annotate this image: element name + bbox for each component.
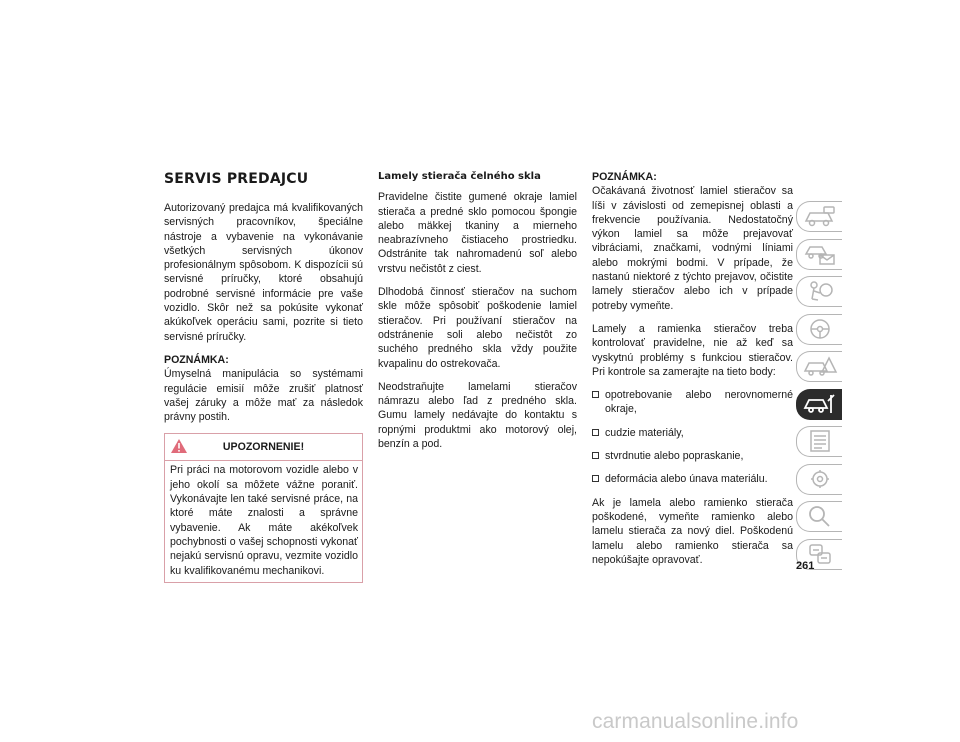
chapter-tab-multimedia[interactable] <box>796 464 842 495</box>
paragraph: Lamely a ramienka stieračov treba kontrolovať pravidelne, nie až keď sa vyskytnú problémy s funkciou stieračov. Pri kontrole sa zamerajte na tieto body: <box>592 322 793 378</box>
checklist <box>592 388 793 486</box>
paragraph: Neodstraňujte lamelami stieračov námrazu alebo ľad z predného skla. Gumu lamely nedávajte do kontaktu s ropnými produktmi ako motorový olej, benzín a pod. <box>378 380 577 451</box>
page-number: 261 <box>796 560 815 572</box>
list-item-text: cudzie materiály, <box>605 426 684 439</box>
magnifier-icon <box>802 504 838 528</box>
list-item <box>592 426 793 440</box>
paragraph: Pravidelne čistite gumené okraje lamiel stierača a predné sklo pomocou špongie alebo mäkkej tkaniny a mierneho neabrazívneho čistiaceho prostriedku. Odstránite tak nahromadenú soľ alebo vrstvu nečistôt z ciest. <box>378 191 577 275</box>
list-item <box>592 449 793 463</box>
note-block <box>592 170 793 313</box>
section-title: SERVIS PREDAJCU <box>164 171 309 187</box>
airbag-icon <box>802 279 838 303</box>
warning-triangle-icon <box>170 438 188 454</box>
paragraph: Dlhodobá činnosť stieračov na suchom skle môže spôsobiť poškodenie lamiel stieračov. Pri používaní stieračov na odstránenie soli alebo nečistôt zo suchého predného skla vždy použite kvapalinu do ostrekovača. <box>378 286 577 370</box>
warning-box <box>164 433 363 582</box>
column-3 <box>592 170 793 576</box>
column-1 <box>164 170 363 583</box>
warning-title: UPOZORNENIE! <box>222 441 305 454</box>
note-text: Očakávaná životnosť lamiel stieračov sa líši v závislosti od zemepisnej oblasti a frekvencie používania. Nedostatočný výkon lamiel sa môže prejavovať vibráciami, značkami, vodnými líniami alebo mokrými bodmi. V prípade, že nastanú niektoré z týchto prejavov, očistite lamely stieračov alebo ich v prípade potreby vymeňte. <box>592 185 793 312</box>
subsection-title: Lamely stierača čelného skla <box>378 171 541 182</box>
steering-wheel-icon <box>802 317 838 341</box>
list-item <box>592 472 793 486</box>
warning-text: Pri práci na motorovom vozidle alebo v jeho okolí sa môžete vážne poraniť. Vykonávajte len také servisné práce, na ktoré máte znalosti a správne vybavenie. Ak máte akékoľvek pochybnosti o vašej schopnosti vykonať nejakú servisnú opravu, vezmite vozidlo ku kvalifikovanému mechanikovi. <box>165 460 362 581</box>
list-item-text: deformácia alebo únava materiálu. <box>605 473 768 486</box>
car-dashboard-icon <box>802 204 838 228</box>
checkbox-icon <box>592 429 599 436</box>
chapter-tab-starting[interactable] <box>796 314 842 345</box>
list-item-text: stvrdnutie alebo popraskanie, <box>605 450 744 463</box>
chapter-tabs <box>796 201 842 576</box>
chapter-tab-safety[interactable] <box>796 276 842 307</box>
checklist-icon <box>802 429 838 453</box>
list-item-text: opotrebovanie alebo nerovnomerné okraje, <box>605 389 793 416</box>
note-text: Úmyselná manipulácia so systémami regulácie emisií môže zrušiť platnosť vašej záruky a môže mať za následok právny postih. <box>164 368 363 424</box>
paragraph: Ak je lamela alebo ramienko stierača poškodené, vymeňte ramienko alebo lamelu stierača za nový diel. Poškodenú lamelu alebo ramienko stierača sa nepokúšajte opravovať. <box>592 496 793 566</box>
note-label: POZNÁMKA: <box>164 353 229 366</box>
settings-icon <box>802 467 838 491</box>
chapter-tab-messages[interactable] <box>796 239 842 270</box>
chapter-tab-emergency[interactable] <box>796 351 842 382</box>
note-label: POZNÁMKA: <box>592 171 657 183</box>
chapter-tab-index[interactable] <box>796 501 842 532</box>
checkbox-icon <box>592 475 599 482</box>
intro-paragraph: Autorizovaný predajca má kvalifikovaných servisných pracovníkov, špeciálne nástroje a vybavenie na vykonávanie všetkých servisných úkonov profesionálnym spôsobom. K dispozícii sú servisné príručky, ktoré obsahujú podrobné servisné informácie pre vaše vozidlo. Skôr než sa pokúsite vykonať akúkoľvek operáciu sami, pozrite si tieto servisné príručky. <box>164 202 363 343</box>
watermark: carmanualsonline.info <box>592 710 799 733</box>
checkbox-icon <box>592 391 599 398</box>
chapter-tab-specifications[interactable] <box>796 426 842 457</box>
chapter-tab-dashboard[interactable] <box>796 201 842 232</box>
car-envelope-icon <box>802 242 838 266</box>
car-service-icon <box>802 392 838 416</box>
note-block <box>164 353 363 424</box>
checkbox-icon <box>592 452 599 459</box>
warning-header <box>165 434 362 460</box>
chapter-tab-servicing[interactable] <box>796 389 842 420</box>
car-warning-icon <box>802 354 838 378</box>
list-item <box>592 388 793 417</box>
column-2 <box>378 170 577 460</box>
